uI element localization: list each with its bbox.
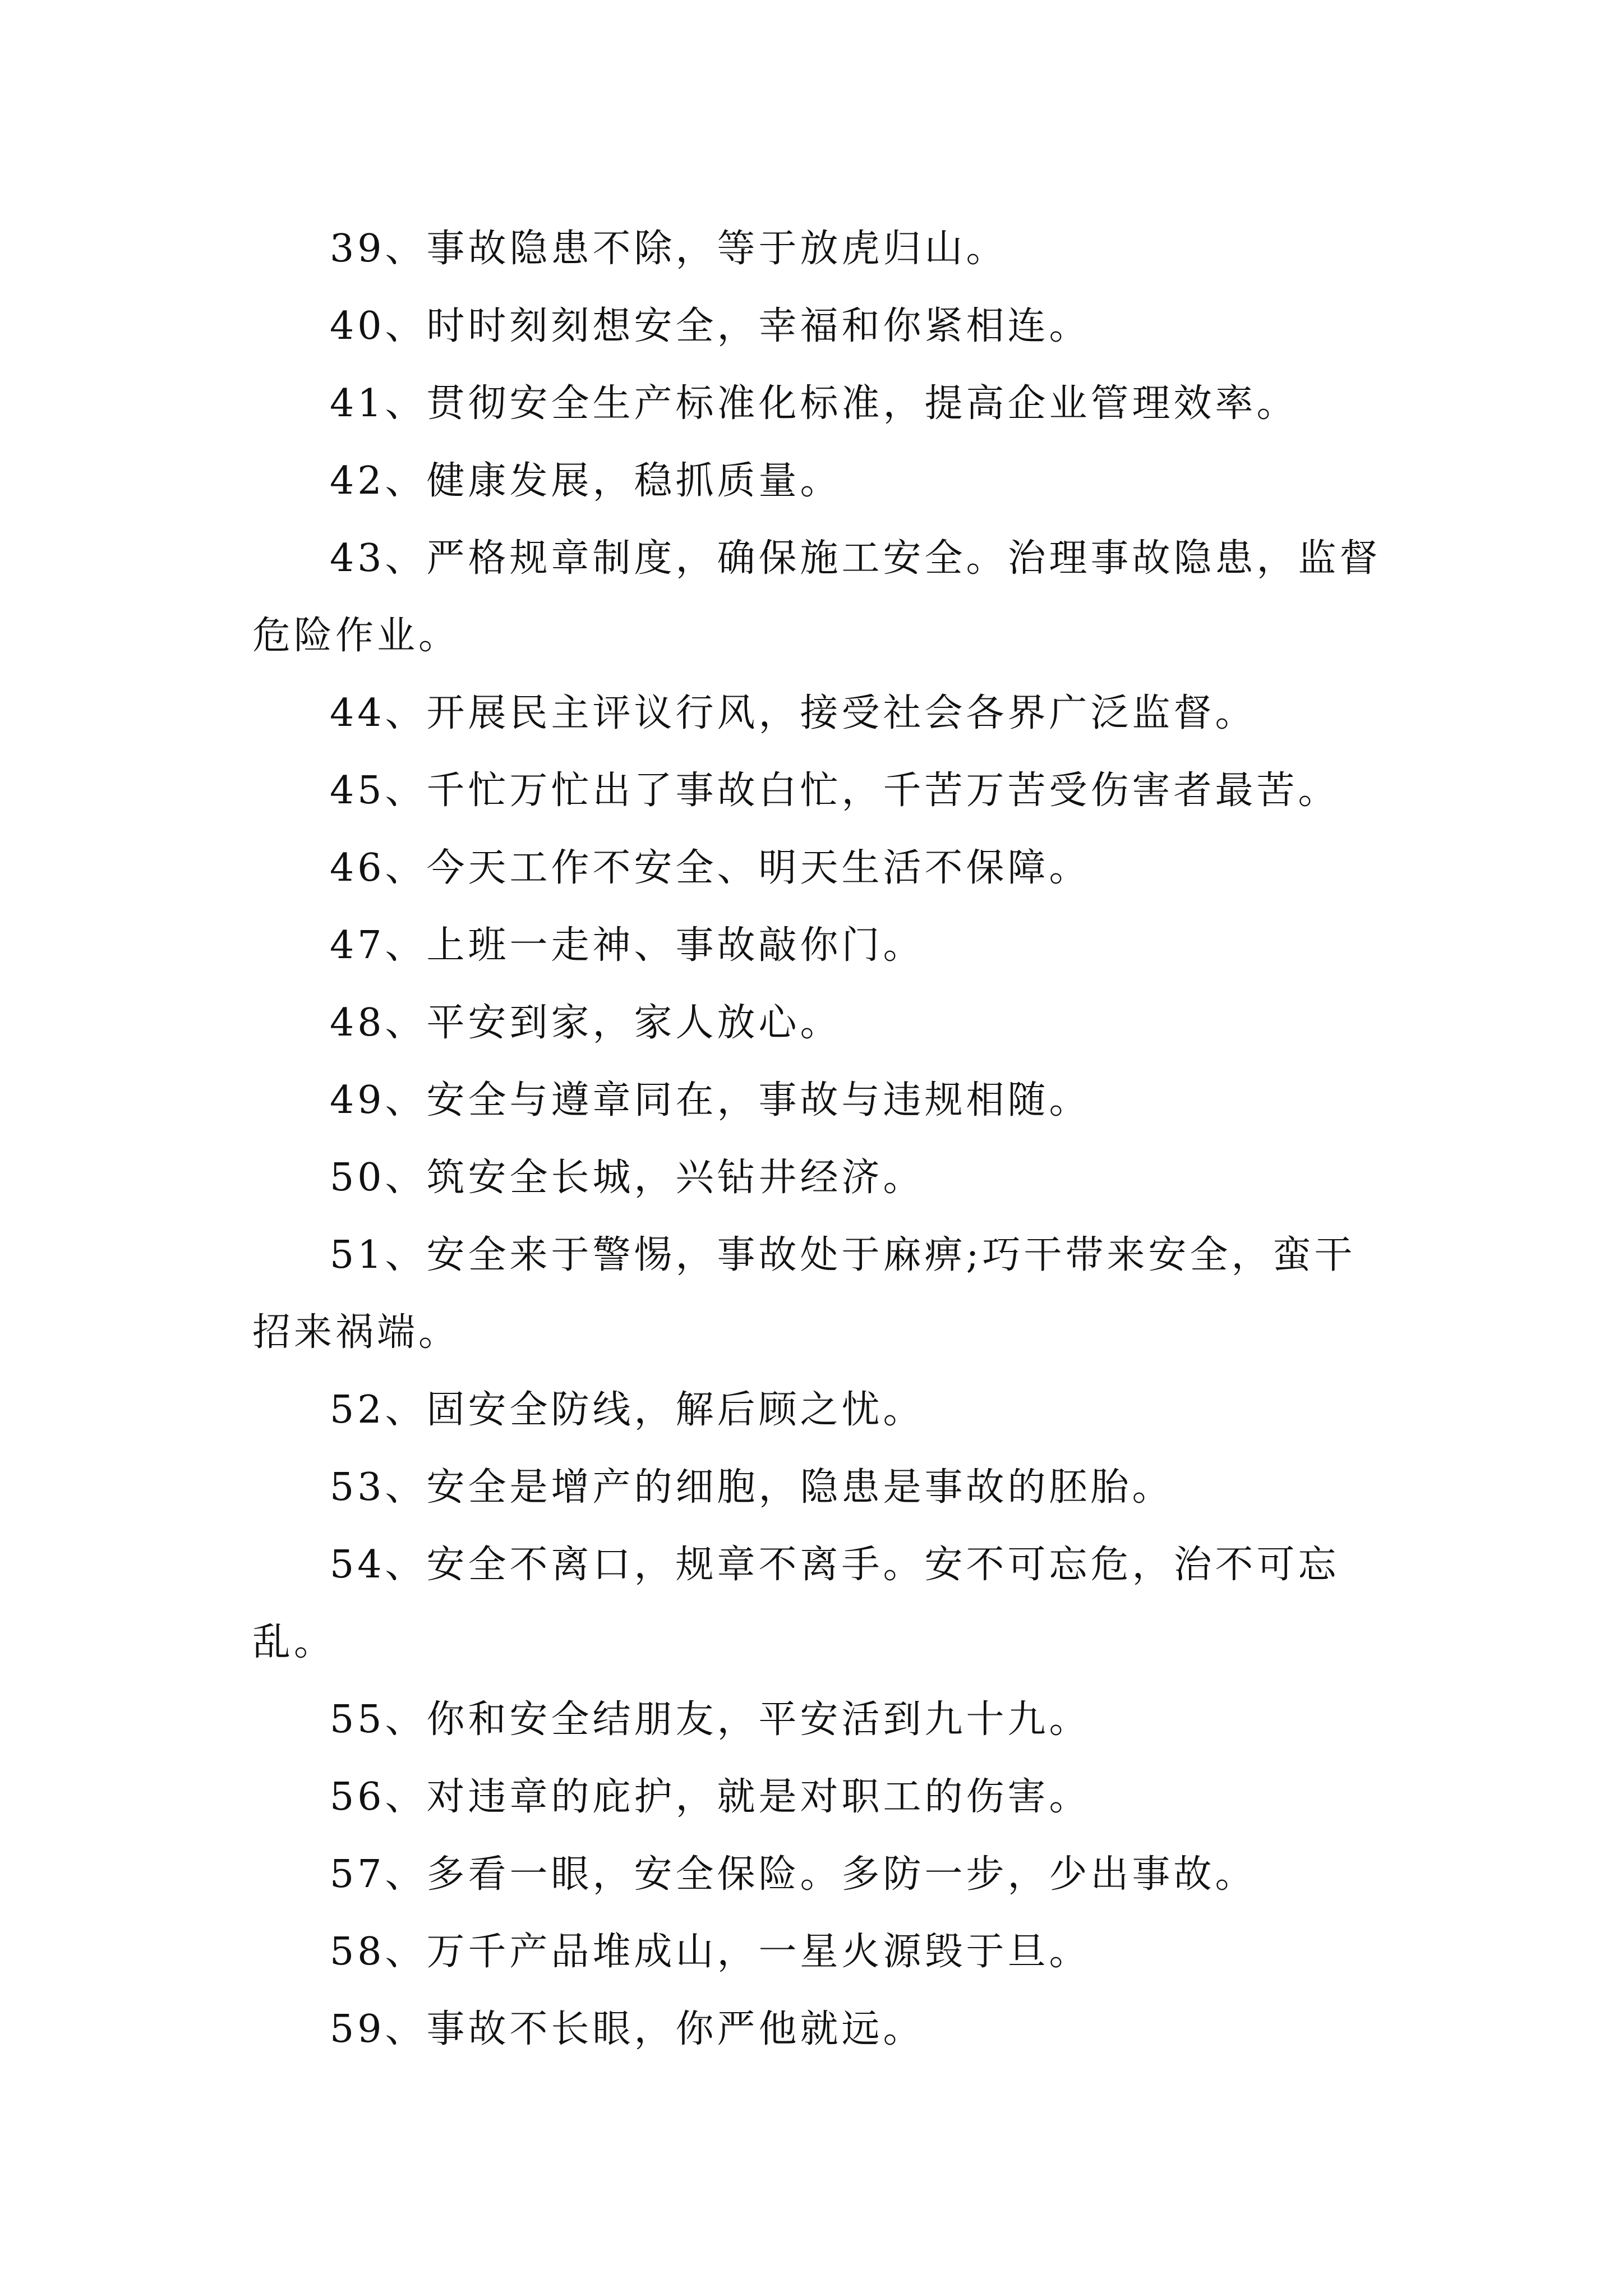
list-item: 47、上班一走神、事故敲你门。 [330, 923, 925, 968]
list-item: 48、平安到家，家人放心。 [330, 1001, 842, 1045]
list-item: 56、对违章的庇护，就是对职工的伤害。 [330, 1775, 1091, 1819]
list-item: 43、严格规章制度，确保施工安全。治理事故隐患，监督危险作业。 [252, 536, 1381, 658]
list-item: 44、开展民主评议行风，接受社会各界广泛监督。 [330, 691, 1257, 735]
list-item: 50、筑安全长城，兴钻井经济。 [330, 1156, 925, 1200]
list-item: 51、安全来于警惕，事故处于麻痹;巧干带来安全，蛮干招来祸端。 [252, 1233, 1356, 1355]
list-item: 40、时时刻刻想安全，幸福和你紧相连。 [330, 304, 1091, 348]
list-item: 41、贯彻安全生产标准化标准，提高企业管理效率。 [330, 381, 1298, 426]
list-item: 45、千忙万忙出了事故白忙，千苦万苦受伤害者最苦。 [330, 769, 1340, 813]
list-item: 42、健康发展，稳抓质量。 [330, 459, 842, 503]
list-item: 39、事故隐患不除，等于放虎归山。 [330, 227, 1008, 271]
list-item: 49、安全与遵章同在，事故与违规相随。 [330, 1078, 1091, 1122]
list-item: 57、多看一眼，安全保险。多防一步，少出事故。 [330, 1852, 1257, 1897]
list-item: 59、事故不长眼，你严他就远。 [330, 2007, 925, 2051]
list-item: 46、今天工作不安全、明天生活不保障。 [330, 846, 1091, 890]
list-item: 53、安全是增产的细胞，隐患是事故的胚胎。 [330, 1465, 1174, 1510]
document-body [252, 210, 1385, 2068]
list-item: 58、万千产品堆成山，一星火源毁于旦。 [330, 1930, 1091, 1974]
list-item: 55、你和安全结朋友，平安活到九十九。 [330, 1697, 1091, 1742]
list-item: 52、固安全防线，解后顾之忧。 [330, 1388, 925, 1432]
list-item: 54、安全不离口，规章不离手。安不可忘危，治不可忘乱。 [252, 1543, 1340, 1664]
